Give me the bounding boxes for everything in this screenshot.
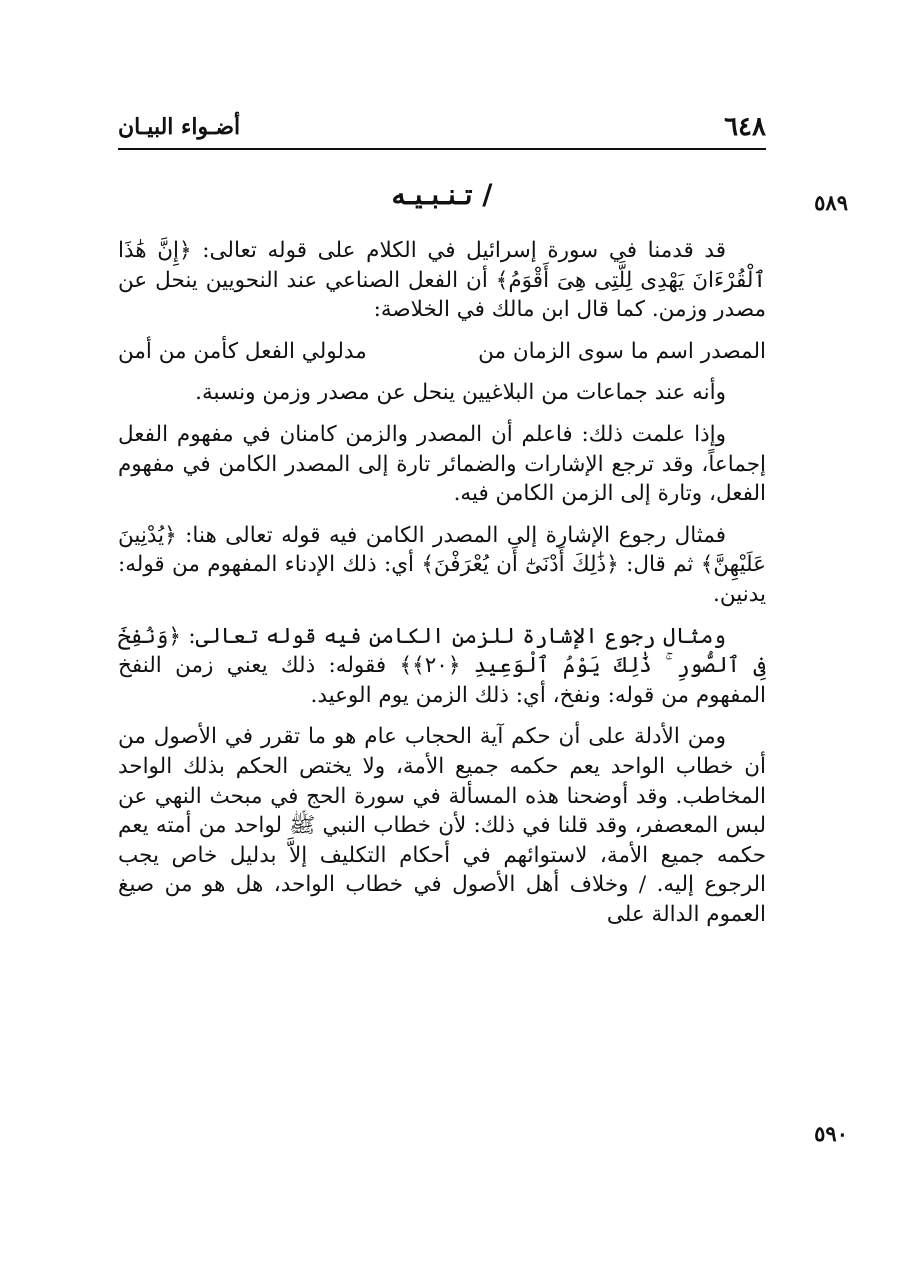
page-header — [118, 112, 766, 146]
running-title: أضـواء البيـان — [118, 114, 241, 140]
paragraph-1: قد قدمنا في سورة إسرائيل في الكلام على قوله تعالى: ﴿إِنَّ هَٰذَا ٱلْقُرْءَانَ يَهْدِى لِلَّتِى هِىَ أَقْوَمُ﴾ أن الفعل الصناعي عند النحويين ينحل عن مصدر وزمن. كما قال ابن مالك في الخلاصة: — [118, 238, 766, 323]
header-rule — [118, 148, 766, 150]
margin-page-marker-590: ٥٩٠ — [814, 1121, 848, 1146]
body-text — [118, 236, 766, 941]
paragraph-2: وأنه عند جماعات من البلاغيين ينحل عن مصدر وزمن ونسبة. — [195, 380, 726, 406]
paragraph-4: فمثال رجوع الإشارة إلى المصدر الكامن فيه قوله تعالى هنا: ﴿يُدْنِينَ عَلَيْهِنَّ﴾ ثم قال: ﴿ذَٰلِكَ أَدْنَىٰٓ أَن يُعْرَفْنَ﴾ أي: ذلك الإدناء المفهوم من قوله: يدنين. — [118, 522, 766, 607]
verse-first-hemistich: المصدر اسم ما سوى الزمان من — [478, 338, 766, 364]
poetry-verse — [118, 337, 766, 367]
verse-second-hemistich: مدلولي الفعل كأمن من أمن — [118, 338, 367, 364]
paragraph-5: ومثال رجوع الإشارة للزمن الكامن فيه قوله تعالى: ﴿وَنُفِخَ فِى ٱلصُّورِ ۚ ذَٰلِكَ يَوْمُ ٱلْوَعِيدِ ﴿٢٠﴾﴾ فقوله: ذلك يعني زمن النفخ المفهوم من قوله: ونفخ، أي: ذلك الزمن يوم الوعيد. — [118, 623, 766, 708]
paragraph-3: وإذا علمت ذلك: فاعلم أن المصدر والزمن كامنان في مفهوم الفعل إجماعاً، وقد ترجع الإشارات والضمائر تارة إلى المصدر الكامن في مفهوم الفعل، وتارة إلى الزمن الكامن فيه. — [118, 421, 766, 507]
margin-page-marker-589: ٥٨٩ — [814, 190, 848, 215]
paragraph-6: ومن الأدلة على أن حكم آية الحجاب عام هو ما تقرر في الأصول من أن خطاب الواحد يعم حكمه جميع الأمة، ولا يختص الحكم بذلك الواحد المخاطب. وقد أوضحنا هذه المسألة في سورة الحج في مبحث النهي عن لبس المعصفر، وقد قلنا في ذلك: لأن خطاب النبي ﷺ لواحد من أمته يعم حكمه جميع الأمة، لاستوائهم في أحكام التكليف إلاَّ بدليل خاص يجب الرجوع إليه. / وخلاف أهل الأصول في خطاب الواحد، هل هو من صيغ العموم الدالة على — [118, 724, 766, 927]
page-number: ٦٤٨ — [724, 112, 766, 142]
section-heading: / تـنـبـيـه — [391, 178, 493, 211]
